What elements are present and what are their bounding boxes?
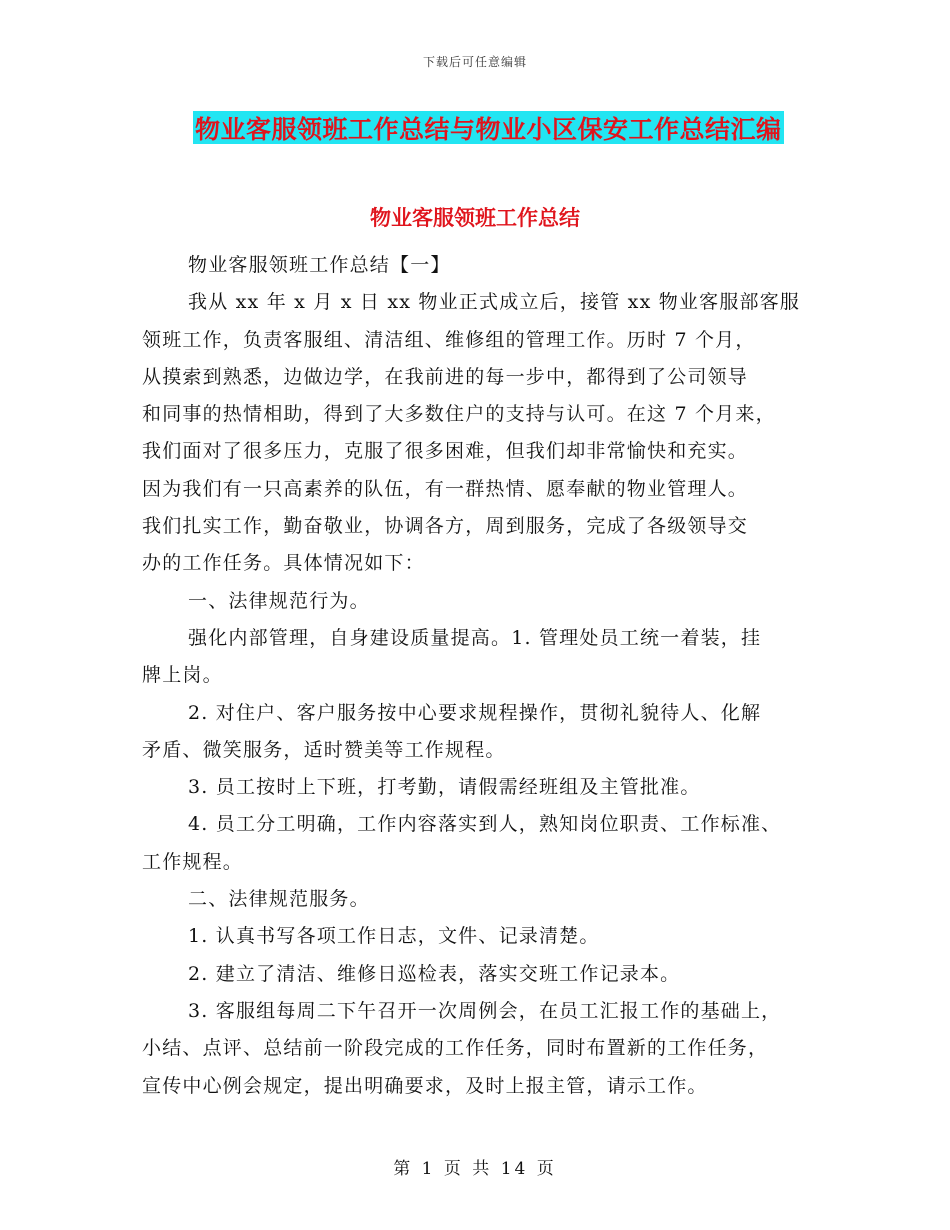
text-line: 我们扎实工作，勤奋敬业，协调各方，周到服务，完成了各级领导交 <box>142 515 749 538</box>
header-note: 下载后可任意编辑 <box>422 55 527 69</box>
text-line: 我从 xx 年 x 月 x 日 xx 物业正式成立后，接管 xx 物业客服部客服 <box>188 291 801 314</box>
text-line: 3. 客服组每周二下午召开一次周例会，在员工汇报工作的基础上， <box>188 999 782 1022</box>
text-line: 和同事的热情相助，得到了大多数住户的支持与认可。在这 7 个月来， <box>142 403 776 426</box>
section-title: 物业客服领班工作总结 <box>370 206 580 230</box>
text-line: 领班工作，负责客服组、清洁组、维修组的管理工作。历时 7 个月， <box>142 328 756 351</box>
document-body <box>142 247 822 1105</box>
text-line: 矛盾、微笑服务，适时赞美等工作规程。 <box>142 738 506 761</box>
text-line: 牌上岗。 <box>142 664 223 687</box>
main-title: 物业客服领班工作总结与物业小区保安工作总结汇编 <box>195 114 782 144</box>
text-line: 2. 建立了清洁、维修日巡检表，落实交班工作记录本。 <box>188 962 681 985</box>
text-line: 从摸索到熟悉，边做边学，在我前进的每一步中，都得到了公司领导 <box>142 365 749 388</box>
text-line: 小结、点评、总结前一阶段完成的工作任务，同时布置新的工作任务， <box>142 1037 769 1060</box>
text-line: 3. 员工按时上下班，打考勤，请假需经班组及主管批准。 <box>188 776 701 799</box>
text-line: 4. 员工分工明确，工作内容落实到人，熟知岗位职责、工作标准、 <box>188 813 782 836</box>
main-title-highlight <box>193 111 784 144</box>
text-line: 二、法律规范服务。 <box>188 888 370 911</box>
text-line: 物业客服领班工作总结【一】 <box>188 254 451 276</box>
text-line: 工作规程。 <box>142 850 244 873</box>
text-line: 强化内部管理，自身建设质量提高。1. 管理处员工统一着装，挂 <box>188 626 762 649</box>
text-line: 一、法律规范行为。 <box>188 589 370 612</box>
text-line: 因为我们有一只高素养的队伍，有一群热情、愿奉献的物业管理人。 <box>142 477 749 500</box>
text-line: 宣传中心例会规定，提出明确要求，及时上报主管，请示工作。 <box>142 1074 708 1097</box>
page-footer: 第 1 页 共 14 页 <box>393 1159 557 1179</box>
text-line: 1. 认真书写各项工作日志，文件、记录清楚。 <box>188 925 600 948</box>
text-line: 我们面对了很多压力，克服了很多困难，但我们却非常愉快和充实。 <box>142 440 749 463</box>
text-line: 2. 对住户、客户服务按中心要求规程操作，贯彻礼貌待人、化解 <box>188 701 762 724</box>
text-line: 办的工作任务。具体情况如下： <box>142 552 425 575</box>
